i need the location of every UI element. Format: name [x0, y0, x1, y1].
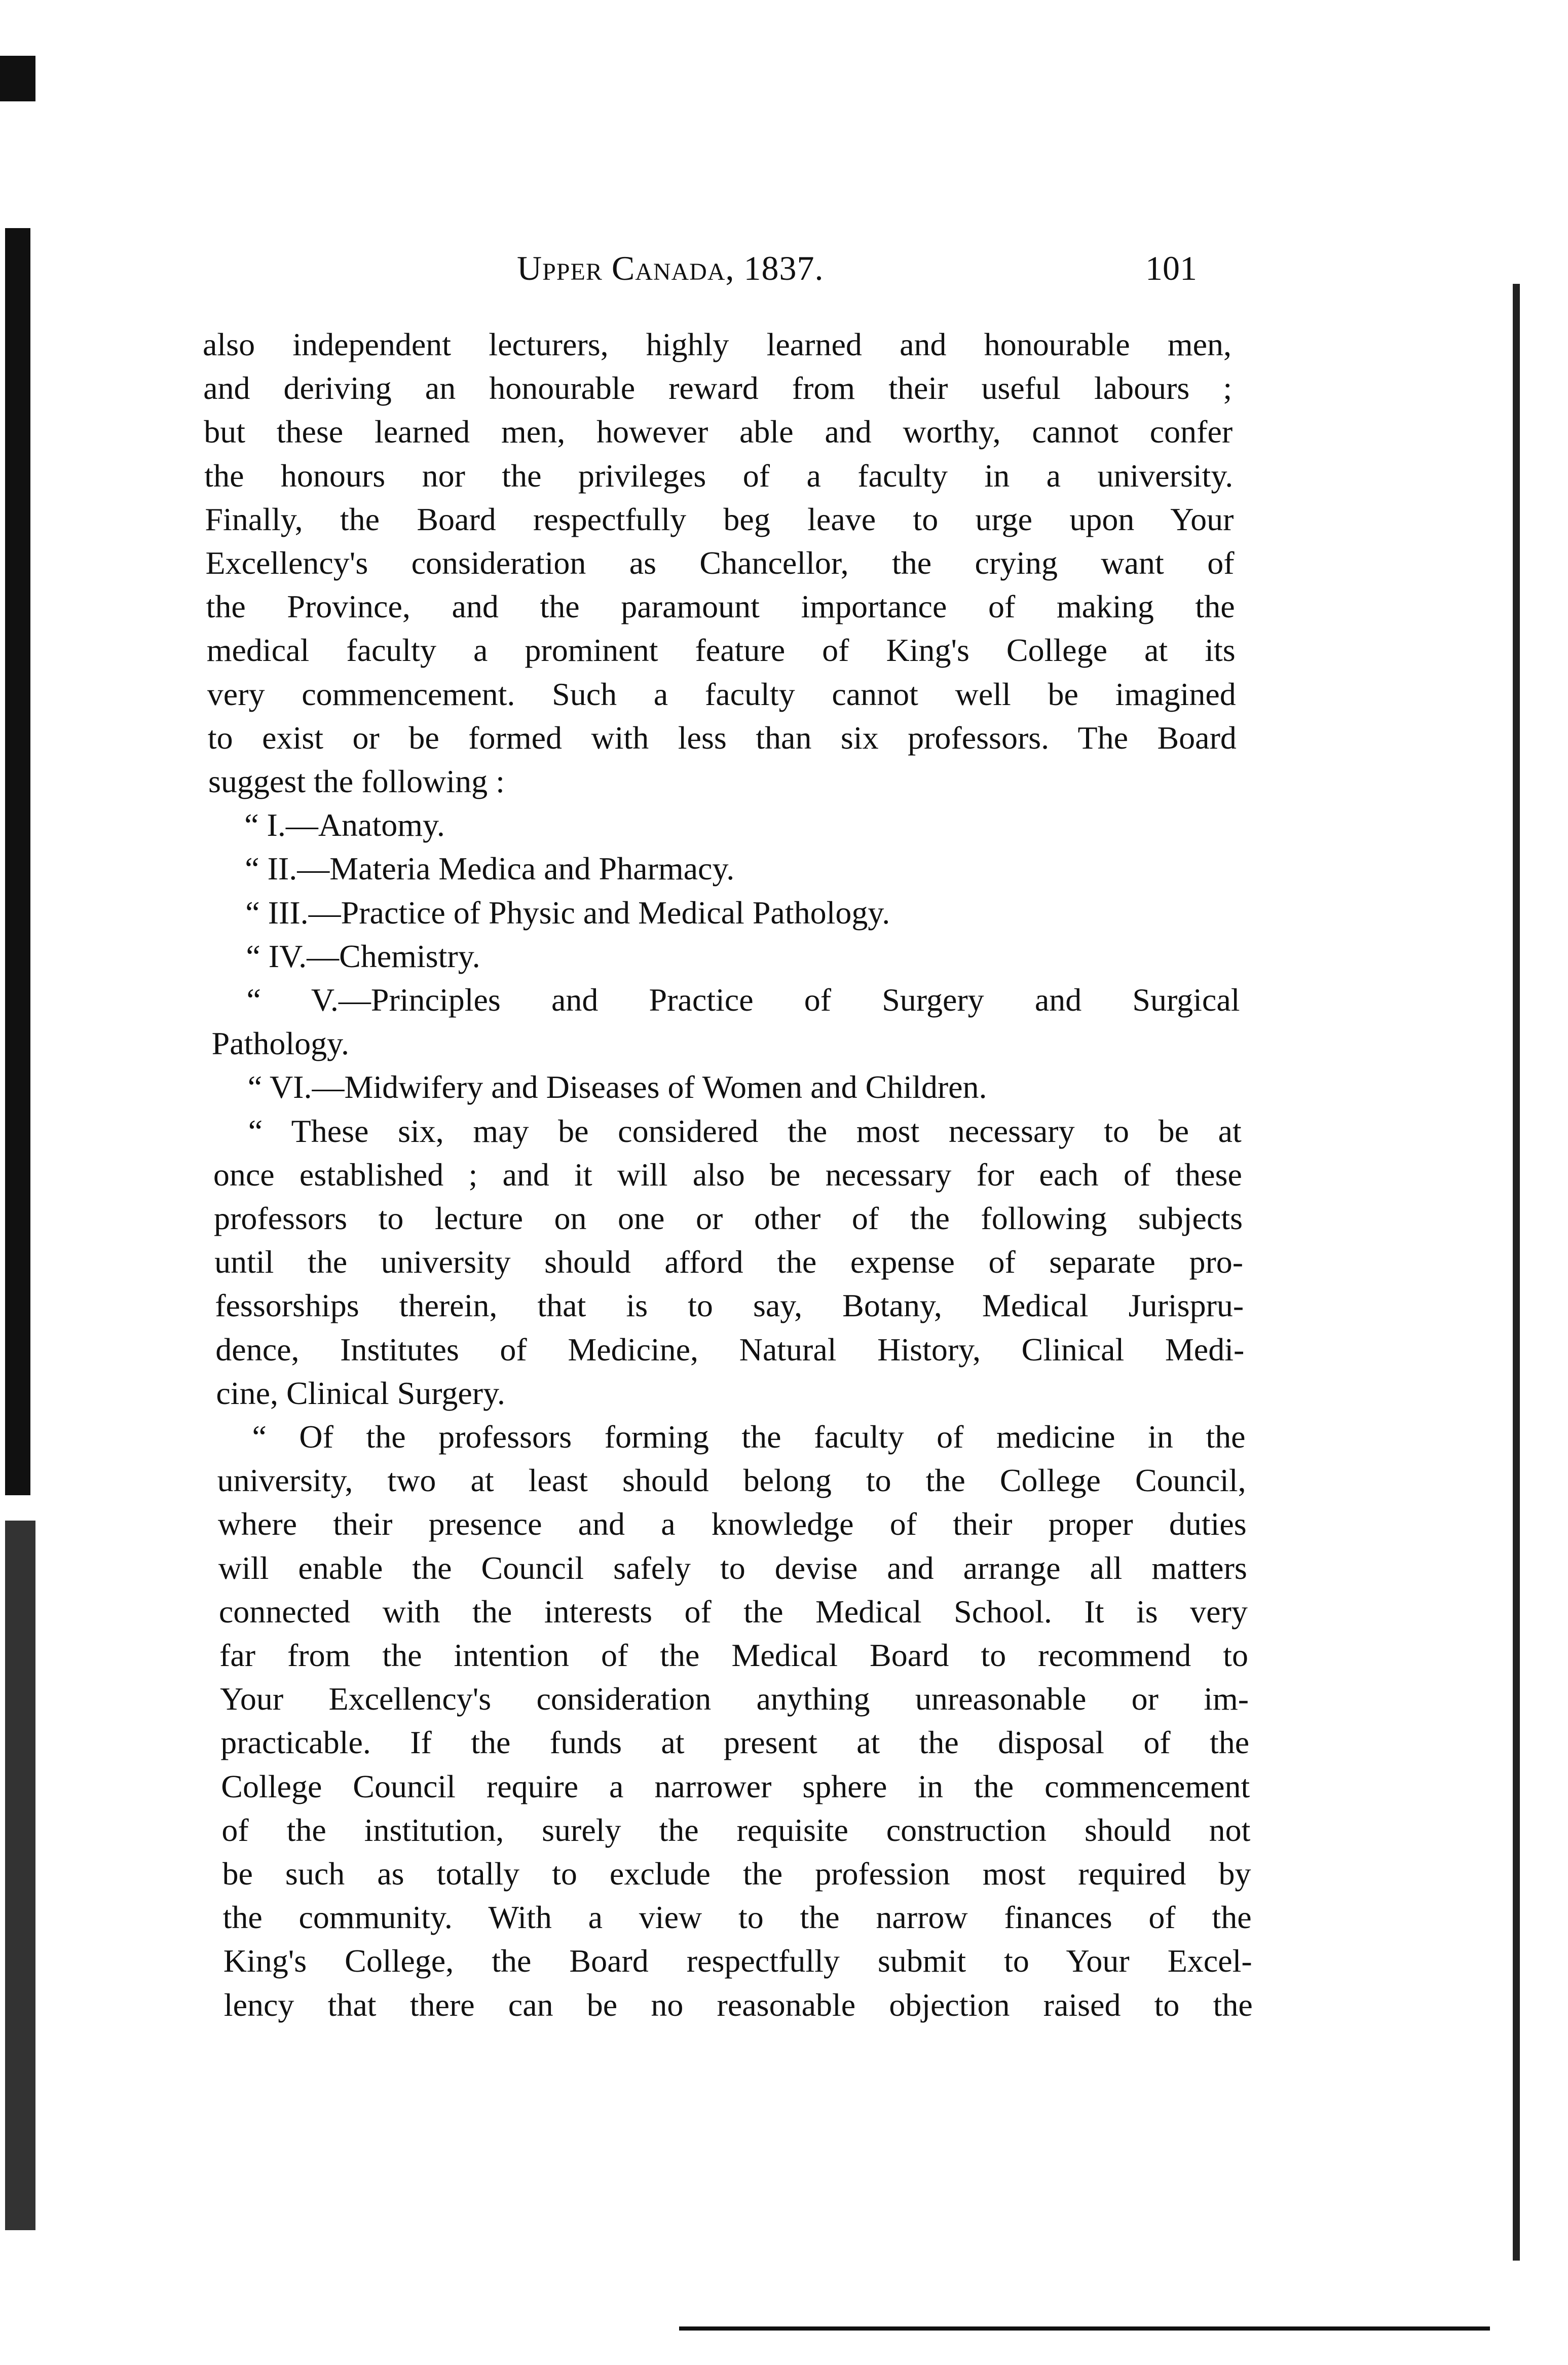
text-line: once established ; and it will also be necessary for each of these [213, 1156, 1242, 1193]
text-line: connected with the interests of the Medical School. It is very [218, 1593, 1248, 1630]
text-line: and deriving an honourable reward from their useful labours ; [203, 370, 1233, 407]
text-line: until the university should afford the expense of separate pro- [214, 1244, 1244, 1280]
text-line: of the institution, surely the requisite construction should not [221, 1812, 1251, 1848]
text-line: suggest the following : [208, 763, 505, 799]
text-line: cine, Clinical Surgery. [216, 1375, 505, 1411]
text-line: to exist or be formed with less than six professors. The Board [207, 719, 1237, 756]
scan-edge-left [5, 228, 30, 1495]
text-line: the honours nor the privileges of a faculty in a university. [204, 457, 1234, 494]
text-line: be such as totally to exclude the profession most required by [222, 1856, 1251, 1892]
text-line: the community. With a view to the narrow finances of the [222, 1899, 1252, 1936]
text-line: “ V.—Principles and Practice of Surgery and Surgical [246, 982, 1240, 1018]
scan-edge-top-left [0, 56, 35, 101]
text-line: dence, Institutes of Medicine, Natural History, Clinical Medi- [215, 1331, 1245, 1368]
text-line: but these learned men, however able and worthy, cannot confer [204, 414, 1233, 450]
scan-edge-bottom [679, 2326, 1490, 2331]
text-line: lency that there can be no reasonable objection raised to the [223, 1986, 1253, 2023]
text-line: “ I.—Anatomy. [244, 807, 445, 843]
text-line: also independent lecturers, highly learned and honourable men, [203, 326, 1231, 362]
text-line: medical faculty a prominent feature of King's College at its [206, 632, 1236, 669]
text-line: the Province, and the paramount importance of making the [206, 588, 1235, 625]
text-line: “ IV.—Chemistry. [246, 938, 480, 974]
text-line: “ II.—Materia Medica and Pharmacy. [245, 851, 735, 887]
page-number: 101 [1145, 249, 1197, 287]
text-line: Your Excellency's consideration anything unreasonable or im- [220, 1681, 1249, 1717]
text-line: “ VI.—Midwifery and Diseases of Women and Children. [247, 1069, 987, 1105]
text-line: fessorships therein, that is to say, Botany, Medical Jurispru- [215, 1287, 1244, 1324]
text-line: practicable. If the funds at present at the disposal of the [220, 1724, 1250, 1761]
text-line: will enable the Council safely to devise and arrange all matters [218, 1549, 1247, 1586]
text-line: “ These six, may be considered the most necessary to be at [248, 1113, 1242, 1149]
text-line: “ III.—Practice of Physic and Medical Pathology. [245, 894, 890, 931]
scan-edge-right [1513, 284, 1520, 2261]
text-line: professors to lecture on one or other of the following subjects [214, 1200, 1243, 1236]
text-line: university, two at least should belong to the College Council, [217, 1462, 1246, 1499]
text-line: “ Of the professors forming the faculty of medicine in the [252, 1419, 1246, 1455]
text-line: King's College, the Board respectfully submit to Your Excel- [223, 1943, 1252, 1979]
text-line: Excellency's consideration as Chancellor, the crying want of [205, 545, 1235, 581]
text-line: far from the intention of the Medical Board to recommend to [219, 1637, 1248, 1673]
running-head: Upper Canada, 1837. [517, 249, 824, 287]
scan-edge-left-lower [5, 1521, 35, 2230]
text-line: Pathology. [211, 1025, 349, 1062]
text-line: very commencement. Such a faculty cannot well be imagined [207, 676, 1236, 712]
text-line: where their presence and a knowledge of their proper duties [217, 1506, 1247, 1542]
text-line: Finally, the Board respectfully beg leave to urge upon Your [205, 501, 1234, 537]
text-line: College Council require a narrower sphere in the commencement [221, 1768, 1250, 1804]
